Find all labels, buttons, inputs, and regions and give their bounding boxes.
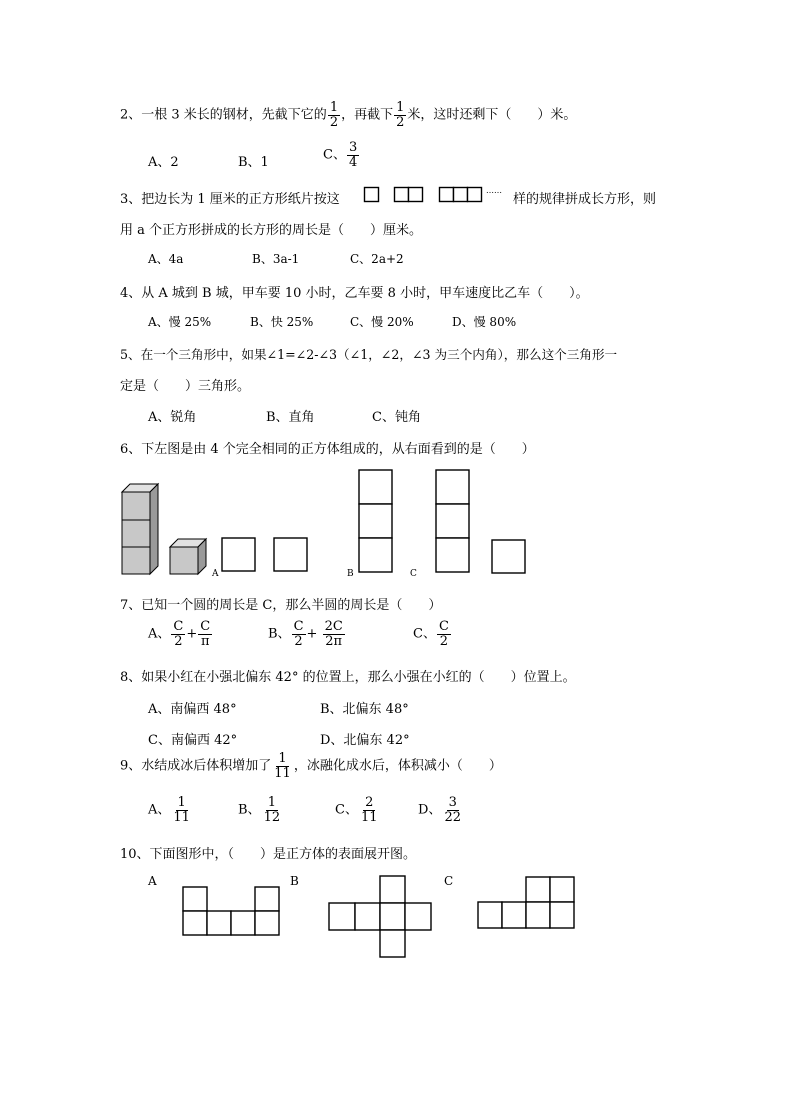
fraction: $\frac{C}{2}$ — [293, 619, 304, 649]
q9-option-b: B、 $\frac{1}{12}$ — [238, 795, 281, 825]
q6-label-a: A — [212, 569, 219, 579]
net-square — [550, 877, 574, 902]
option-a-square — [222, 538, 255, 571]
fraction: $\frac{3}{22}$ — [444, 795, 461, 825]
net-square — [355, 903, 380, 930]
pattern-square — [409, 188, 423, 202]
net-square — [526, 877, 550, 902]
q2-option-c: C、 $\frac{3}{4}$ — [323, 140, 358, 170]
option-b-square — [359, 470, 392, 504]
q5-line-1: 5、在一个三角形中，如果∠1=∠2-∠3（∠1，∠2，∠3 为三个内角），那么这个三角形一 — [120, 347, 618, 362]
net-square — [329, 903, 355, 930]
net-square — [502, 902, 526, 928]
q3-option-a: A、4a — [148, 252, 184, 266]
q3-option-b: B、3a-1 — [252, 252, 300, 266]
cube — [122, 492, 150, 520]
q8-option-d: D、北偏东 42° — [320, 733, 410, 748]
q4-option-d: D、慢 80% — [452, 315, 517, 329]
option-c-square — [436, 504, 469, 538]
q10-label-a: A — [148, 874, 157, 888]
fraction: $\frac{1}{2}$ — [396, 100, 405, 130]
cube — [122, 547, 150, 574]
question-6: 6、下左图是由 4 个完全相同的正方体组成的，从右面看到的是（ ） — [120, 442, 535, 457]
option-c-square — [436, 538, 469, 572]
q2-text-3: 米，这时还剩下（ ）米。 — [407, 107, 577, 123]
pattern-square — [440, 188, 454, 202]
q4-option-b: B、快 25% — [250, 315, 314, 329]
net-b — [329, 876, 431, 957]
q2-option-b: B、1 — [238, 155, 269, 170]
net-square — [380, 930, 405, 957]
square-pattern — [364, 187, 484, 203]
q6-label-c: C — [410, 569, 417, 579]
q5-option-b: B、直角 — [266, 410, 315, 425]
net-square — [207, 911, 231, 935]
net-c — [478, 877, 574, 928]
cube — [122, 520, 150, 547]
q9-option-d: D、 $\frac{3}{22}$ — [418, 795, 461, 825]
net-square — [255, 887, 279, 911]
q2-option-a: A、2 — [148, 155, 179, 170]
ellipsis: …… — [486, 186, 502, 195]
net-square — [478, 902, 502, 928]
fraction: $\frac{3}{4}$ — [348, 140, 358, 170]
fraction: $\frac{2C}{2\pi}$ — [324, 619, 343, 649]
q3-text-1: 3、把边长为 1 厘米的正方形纸片按这 — [120, 192, 340, 207]
question-4: 4、从 A 城到 B 城，甲车要 10 小时，乙车要 8 小时，甲车速度比乙车（ ）。 — [120, 286, 589, 301]
net-square — [231, 911, 255, 935]
fraction: $\frac{1}{12}$ — [263, 795, 281, 825]
q7-option-c: C、 $\frac{C}{2}$ — [413, 619, 449, 649]
net-square — [183, 887, 207, 911]
fraction: $\frac{C}{2}$ — [173, 619, 184, 649]
q8-option-a: A、南偏西 48° — [148, 702, 237, 717]
net-a — [183, 887, 279, 935]
option-a-square — [274, 538, 307, 571]
option-b-square — [359, 538, 392, 572]
q6-figures — [118, 466, 538, 582]
q10-label-c: C — [444, 874, 454, 888]
q2-text-1: 2、一根 3 米长的钢材，先截下它的 — [120, 107, 327, 123]
pattern-square — [468, 188, 482, 202]
option-b-square — [359, 504, 392, 538]
pattern-square — [365, 188, 379, 202]
q3-text-2: 样的规律拼成长方形，则 — [513, 192, 657, 207]
q5-option-c: C、钝角 — [372, 410, 421, 425]
pattern-square — [454, 188, 468, 202]
q5-line-2: 定是（ ）三角形。 — [120, 379, 251, 394]
q7-option-b: B、 $\frac{C}{2}$ + $\frac{2C}{2\pi}$ — [268, 619, 343, 649]
q4-option-a: A、慢 25% — [148, 315, 212, 329]
fraction: $\frac{2}{11}$ — [360, 795, 378, 825]
net-square — [405, 903, 431, 930]
fraction: $\frac{1}{11}$ — [173, 795, 190, 825]
fraction: $\frac{C}{2}$ — [438, 619, 449, 649]
q8-option-b: B、北偏东 48° — [320, 702, 409, 717]
q4-option-c: C、慢 20% — [350, 315, 414, 329]
pattern-square — [395, 188, 409, 202]
question-10: 10、下面图形中，（ ）是正方体的表面展开图。 — [120, 847, 417, 862]
question-9: 9、水结成冰后体积增加了 $\frac{1}{11}$ ，冰融化成水后，体积减小（ ） — [120, 751, 502, 781]
option-c-square — [492, 540, 525, 573]
q2-text-2: ，再截下 — [341, 107, 394, 123]
net-square — [526, 902, 550, 928]
question-7: 7、已知一个圆的周长是 C，那么半圆的周长是（ ） — [120, 598, 442, 613]
net-square — [183, 911, 207, 935]
q5-option-a: A、锐角 — [148, 410, 197, 425]
net-square — [380, 903, 405, 930]
q9-option-c: C、 $\frac{2}{11}$ — [335, 795, 378, 825]
net-square — [255, 911, 279, 935]
q10-nets — [180, 874, 580, 960]
q3-text-line2: 用 a 个正方形拼成的长方形的周长是（ ）厘米。 — [120, 223, 423, 238]
q3-option-c: C、2a+2 — [350, 252, 404, 266]
fraction: $\frac{1}{11}$ — [274, 751, 291, 781]
option-c-square — [436, 470, 469, 504]
net-square — [550, 902, 574, 928]
q7-option-a: A、 $\frac{C}{2}$ + $\frac{C}{\pi}$ — [148, 619, 211, 649]
q6-label-b: B — [347, 569, 354, 579]
cube — [170, 547, 198, 574]
fraction: $\frac{1}{2}$ — [329, 100, 339, 130]
cube-stack — [122, 484, 206, 574]
cube-side — [150, 484, 158, 574]
q9-option-a: A、 $\frac{1}{11}$ — [148, 795, 190, 825]
q8-option-c: C、南偏西 42° — [148, 733, 238, 748]
fraction: $\frac{C}{\pi}$ — [200, 619, 211, 649]
question-8: 8、如果小红在小强北偏东 42° 的位置上，那么小强在小红的（ ）位置上。 — [120, 670, 576, 685]
question-2 — [120, 101, 576, 129]
net-square — [380, 876, 405, 903]
q10-label-b: B — [290, 874, 299, 888]
